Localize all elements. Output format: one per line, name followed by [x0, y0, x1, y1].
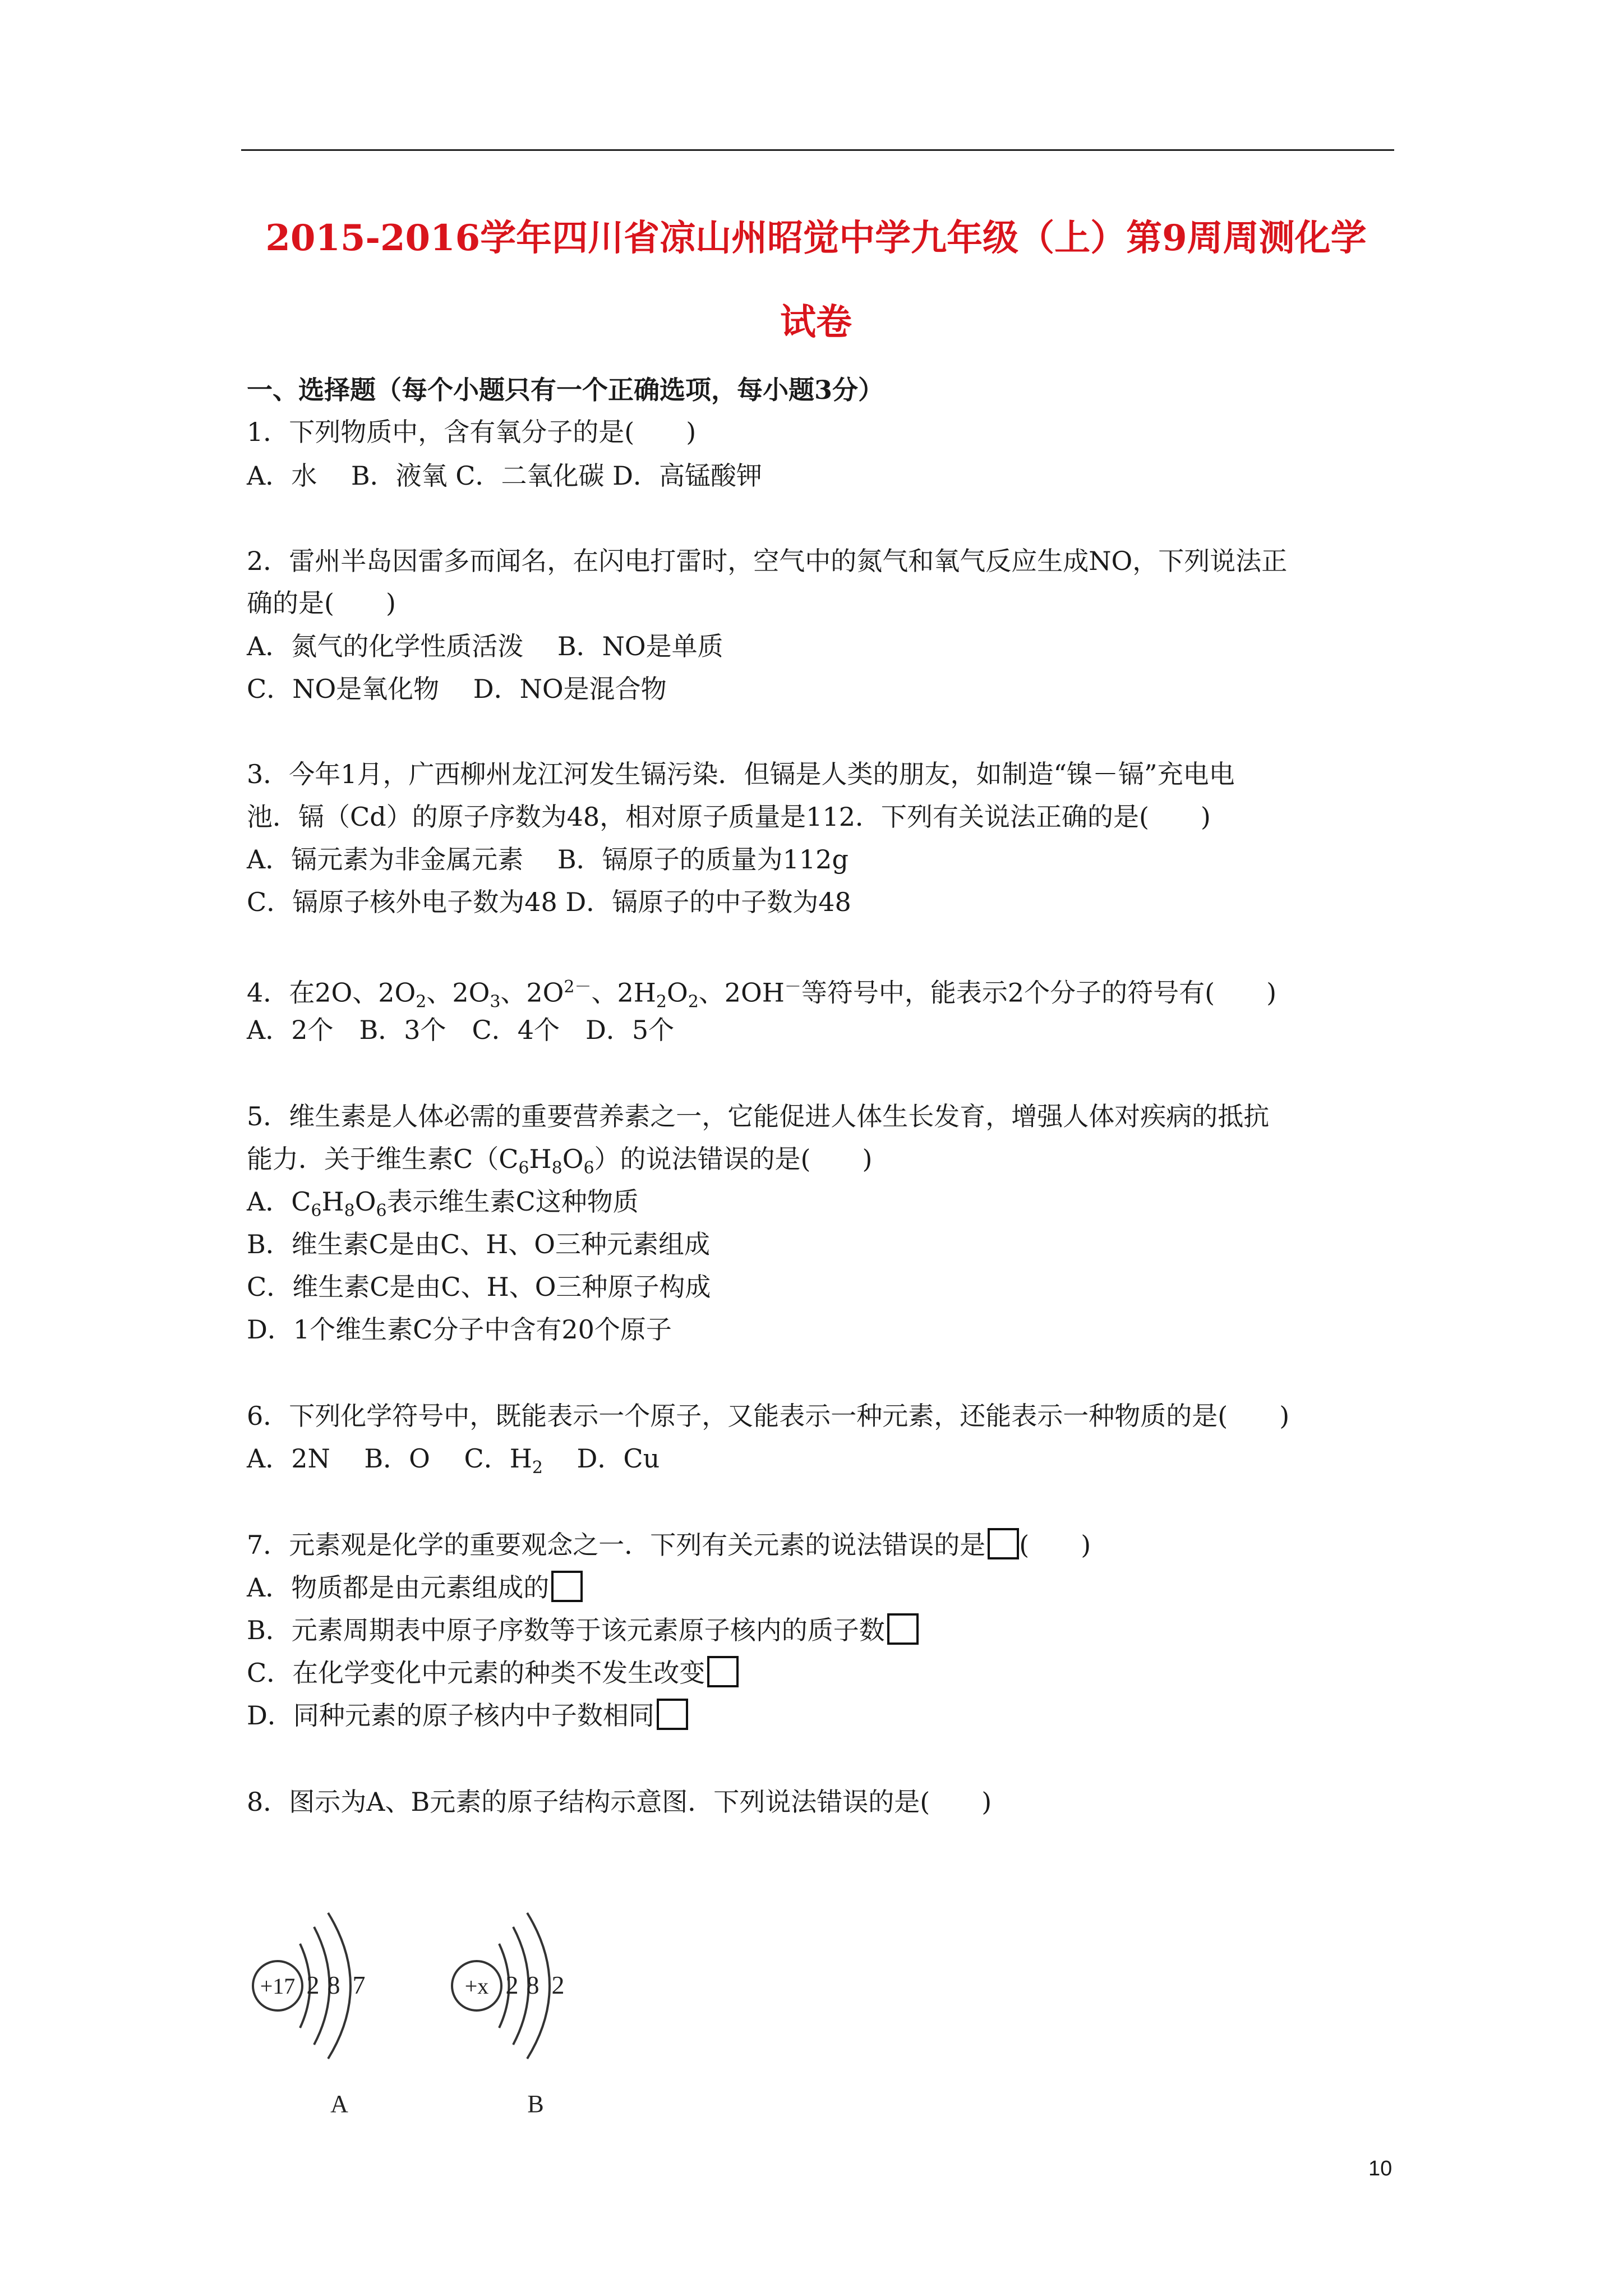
q7-option-b: B．元素周期表中原子序数等于该元素原子核内的质子数: [247, 1613, 919, 1647]
q3-stem-line1: 3．今年1月，广西柳州龙江河发生镉污染．但镉是人类的朋友，如制造“镍－镉”充电电: [247, 759, 1235, 789]
q5-stem-line1: 5．维生素是人体必需的重要营养素之一，它能促进人体生长发育，增强人体对疾病的抵抗: [247, 1101, 1270, 1131]
page-number: 10: [1368, 2157, 1393, 2180]
q3-options-cd: C．镉原子核外电子数为48 D．镉原子的中子数为48: [247, 887, 851, 917]
atom-b-label: B: [527, 2090, 544, 2118]
q7-option-c: C．在化学变化中元素的种类不发生改变: [247, 1656, 739, 1690]
atom-a-shell-3-count: 7: [352, 1971, 366, 1999]
atom-a-nucleus-label: +17: [260, 1973, 296, 1999]
document-title: 2015-2016学年四川省凉山州昭觉中学九年级（上）第9周周测化学: [265, 217, 1367, 259]
q7-option-a: A．物质都是由元素组成的: [247, 1571, 583, 1604]
atom-structure-diagram: [241, 1874, 634, 2126]
q3-options-ab: A．镉元素为非金属元素 B．镉原子的质量为112g: [247, 844, 849, 875]
q5-stem-line2: 能力．关于维生素$C(C_6H_8O_6)$的说法错误的是( ): [247, 1144, 873, 1179]
q5-option-a: A．$C_6H_8O_6$表示维生素C这种物质: [247, 1186, 639, 1221]
header-rule: [241, 149, 1394, 151]
atom-b-shell-1-count: 2: [505, 1971, 519, 1999]
q8-stem: 8．图示为A、B元素的原子结构示意图．下列说法错误的是( ): [247, 1787, 992, 1817]
atom-a-shell-2-count: 8: [327, 1971, 340, 1999]
q7-option-d: D．同种元素的原子核内中子数相同: [247, 1699, 688, 1732]
q5-option-d: D．1个维生素C分子中含有20个原子: [247, 1314, 672, 1345]
atom-b-nucleus-label: +x: [464, 1973, 489, 1999]
q7-stem-box: [988, 1528, 1019, 1559]
atom-b-shell-3-count: 2: [551, 1971, 565, 1999]
q6-options: A．2N B．O C．$H_2$ D．Cu: [247, 1443, 660, 1478]
q2-stem-line1: 2．雷州半岛因雷多而闻名，在闪电打雷时，空气中的氮气和氧气反应生成NO，下列说法正: [247, 546, 1288, 576]
q1-stem: 1．下列物质中，含有氧分子的是( ): [247, 417, 697, 447]
q1-options: A．水 B．液氧 C．二氧化碳 D．高锰酸钾: [247, 461, 762, 491]
q7-option-c-box: [707, 1656, 739, 1687]
atom-a-shell-1-count: 2: [306, 1971, 320, 1999]
q7-option-b-box: [887, 1613, 919, 1645]
q7-option-a-box: [551, 1571, 583, 1602]
atom-a-label: A: [330, 2090, 348, 2118]
q4-stem: 4．在2O、$2O_2$、$2O_3$、$2O^{2-}$、$2H_2O_2$、2OH－等符号中，能表示2个分子的符号有( ): [247, 977, 1277, 1012]
section-heading: 一、选择题（每个小题只有一个正确选项，每小题3分）: [247, 375, 884, 405]
q4-options: A．2个 B．3个 C．4个 D．5个: [247, 1015, 675, 1045]
q5-option-c: C．维生素C是由C、H、O三种原子构成: [247, 1272, 711, 1302]
q5-option-b: B．维生素C是由C、H、O三种元素组成: [247, 1229, 711, 1259]
q3-stem-line2: 池．镉（Cd）的原子序数为48，相对原子质量是112．下列有关说法正确的是( ): [247, 802, 1211, 832]
q2-options-ab: A．氮气的化学性质活泼 B．NO是单质: [247, 631, 723, 661]
q2-stem-line2: 确的是( ): [247, 588, 396, 618]
q2-options-cd: C．NO是氧化物 D．NO是混合物: [247, 674, 667, 704]
q7-option-d-box: [657, 1699, 688, 1730]
document-title-continued: 试卷: [780, 301, 852, 343]
q7-stem: 7．元素观是化学的重要观念之一．下列有关元素的说法错误的是 ( ): [247, 1528, 1091, 1562]
q6-stem: 6．下列化学符号中，既能表示一个原子，又能表示一种元素，还能表示一种物质的是( ): [247, 1401, 1290, 1431]
atom-b-shell-2-count: 8: [526, 1971, 540, 1999]
